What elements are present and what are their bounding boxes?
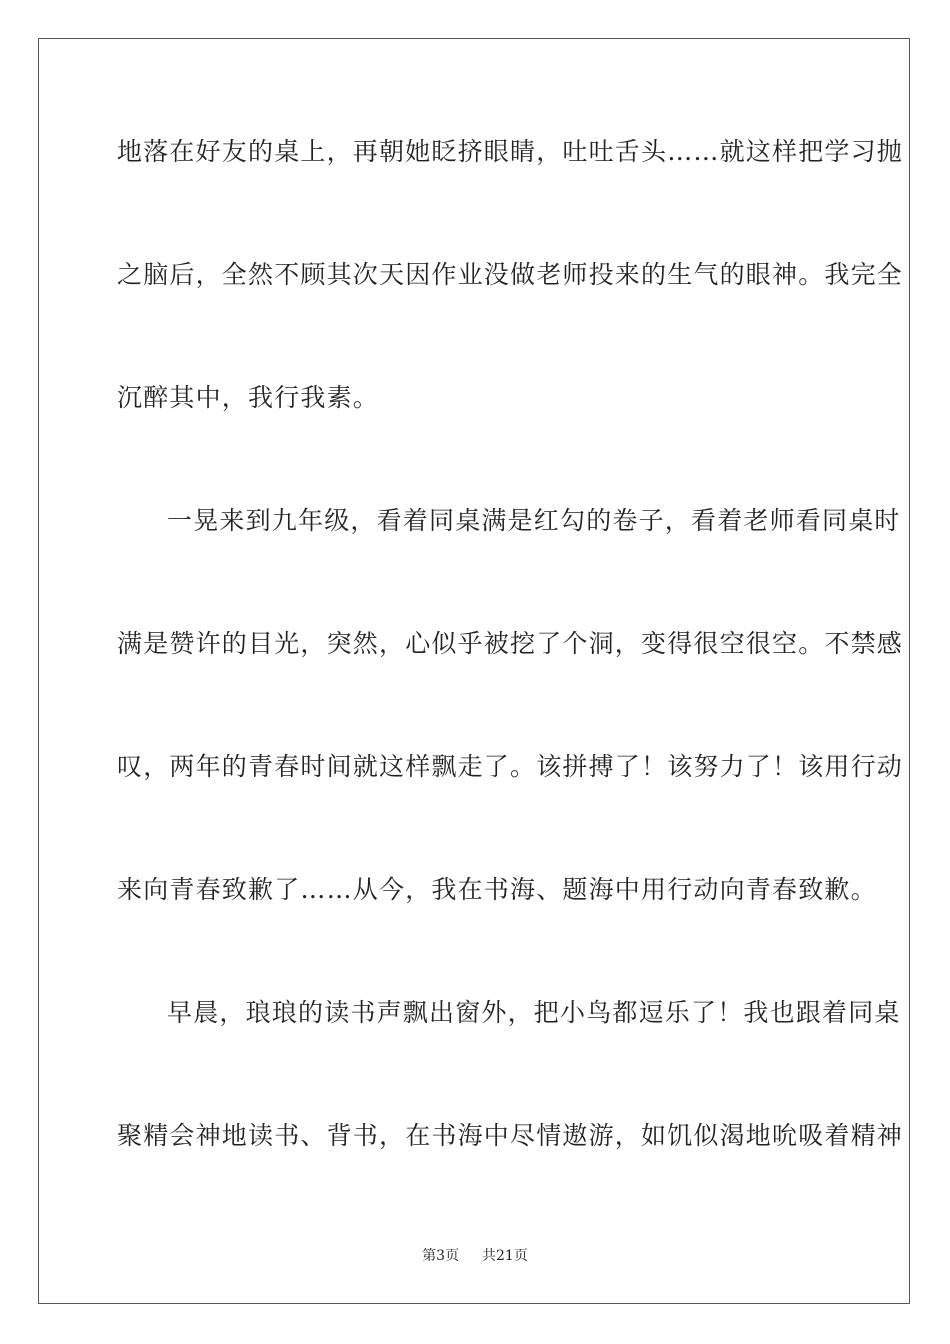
- page-border: [38, 38, 910, 1304]
- text-line: 地落在好友的桌上，再朝她眨挤眼睛，吐吐舌头……就这样把学习抛: [117, 137, 904, 166]
- page-number: 第3页: [422, 1248, 460, 1264]
- text-line: 满是赞许的目光，突然，心似乎被挖了个洞，变得很空很空。不禁感: [117, 629, 904, 658]
- page-footer: [0, 1246, 950, 1266]
- text-line: 来向青春致歉了……从今，我在书海、题海中用行动向青春致歉。: [117, 875, 877, 904]
- text-line: 聚精会神地读书、背书，在书海中尽情遨游，如饥似渴地吮吸着精神: [117, 1121, 904, 1150]
- text-line: 沉醉其中，我行我素。: [117, 383, 380, 412]
- text-line: 早晨，琅琅的读书声飘出窗外，把小鸟都逗乐了！我也跟着同桌: [167, 998, 901, 1027]
- page-total: 共21页: [482, 1248, 528, 1264]
- text-line: 一晃来到九年级，看着同桌满是红勾的卷子，看着老师看同桌时: [167, 506, 901, 535]
- text-line: 叹，两年的青春时间就这样飘走了。该拼搏了！该努力了！该用行动: [117, 752, 904, 781]
- text-line: 之脑后，全然不顾其次天因作业没做老师投来的生气的眼神。我完全: [117, 260, 904, 289]
